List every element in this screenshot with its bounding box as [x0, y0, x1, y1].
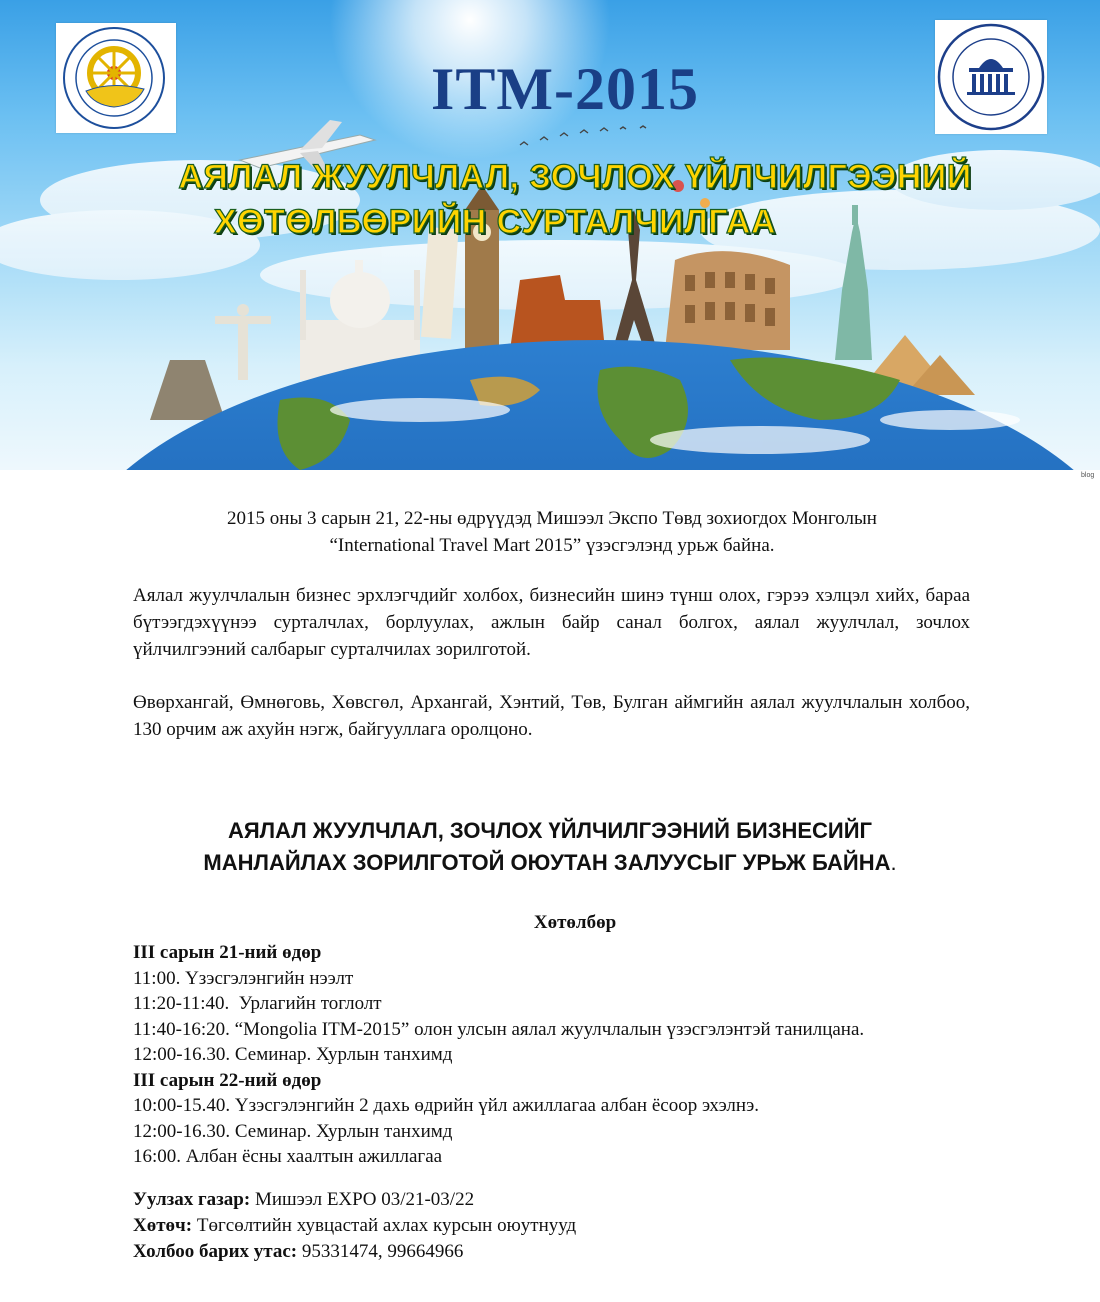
schedule-item: 16:00. Албан ёсны хаалтын ажиллагаа: [133, 1146, 443, 1167]
headline-line2: МАНЛАЙЛАХ ЗОРИЛГОТОЙ ОЮУТАН ЗАЛУУСЫГ УРЬЖ БАЙНА: [203, 850, 891, 875]
purpose-paragraph: Аялал жуулчлалын бизнес эрхлэгчдийг холбох, бизнесийн шинэ түнш олох, гэрээ хэлцэл хийх, бараа бүтээгдэхүүнээ сурталчлах, борлуулах, ажлын байр санал болгох, аялал жуулчлал, зочлох үйлчилгээний салбарыг сурталчилах зорилготой.: [133, 585, 970, 660]
day2-label: III сарын 22-ний өдөр: [133, 1069, 322, 1091]
schedule-item: 10:00-15.40. Үзэсгэлэнгийн 2 дахь өдрийн үйл ажиллагаа албан ёсоор эхэлнэ.: [133, 1095, 759, 1116]
venue-label: Уулзах газар:: [133, 1189, 251, 1210]
program-title: Хөтөлбөр: [533, 912, 617, 933]
headline-period: .: [890, 850, 897, 875]
poster-subtitle-line2: ХӨТӨЛБӨРИЙН СУРТАЛЧИЛГАА: [214, 203, 776, 241]
intro-text: [134, 505, 970, 559]
schedule-item: 11:40-16:20. “Mongolia ITM-2015” олон улсын аялал жуулчлалын үзэсгэлэнтэй танилцана.: [133, 1018, 865, 1040]
day1-label: III сарын 21-ний өдөр: [133, 942, 322, 963]
invitation-headline: [100, 815, 1000, 879]
venue-value: Мишээл EXPO 03/21-03/22: [250, 1189, 475, 1210]
watermark-text: blog: [1081, 472, 1095, 479]
schedule-item: 12:00-16.30. Семинар. Хурлын танхимд: [133, 1120, 453, 1142]
schedule-item: 11:00. Үзэсгэлэнгийн нээлт: [133, 967, 354, 989]
schedule-item: 12:00-16.30. Семинар. Хурлын танхимд: [133, 1044, 453, 1065]
phone-value: 95331474, 99664966: [297, 1241, 464, 1262]
schedule-item: 11:20-11:40. Урлагийн тоглолт: [133, 993, 382, 1014]
poster-banner: [0, 0, 1100, 470]
intro-line2: “International Travel Mart 2015” үзэсгэлэнд урьж байна.: [329, 535, 775, 556]
phone-label: Холбоо барих утас:: [133, 1241, 298, 1262]
contact-details: [133, 1187, 576, 1265]
program-schedule: [133, 940, 864, 1170]
intro-line1: 2015 оны 3 сарын 21, 22-ны өдрүүдэд Мишээл Экспо Төвд зохиогдох Монголын: [227, 508, 877, 529]
headline-line1: АЯЛАЛ ЖУУЛЧЛАЛ, ЗОЧЛОХ ҮЙЛЧИЛГЭЭНИЙ БИЗНЕСИЙГ: [227, 818, 873, 843]
poster-subtitle-line1: АЯЛАЛ ЖУУЛЧЛАЛ, ЗОЧЛОХ ҮЙЛЧИЛГЭЭНИЙ: [178, 158, 972, 196]
poster-title: ITM-2015: [431, 56, 699, 122]
participants-paragraph: Өвөрхангай, Өмнөговь, Хөвсгөл, Архангай, Хэнтий, Төв, Булган аймгийн аялал жуулчлалын холбоо, 130 орчим аж ахуйн нэгж, байгууллага оролцоно.: [133, 692, 970, 740]
guide-label: Хөтөч:: [133, 1215, 193, 1236]
guide-value: Төгсөлтийн хувцастай ахлах курсын оюутнууд: [192, 1215, 577, 1236]
